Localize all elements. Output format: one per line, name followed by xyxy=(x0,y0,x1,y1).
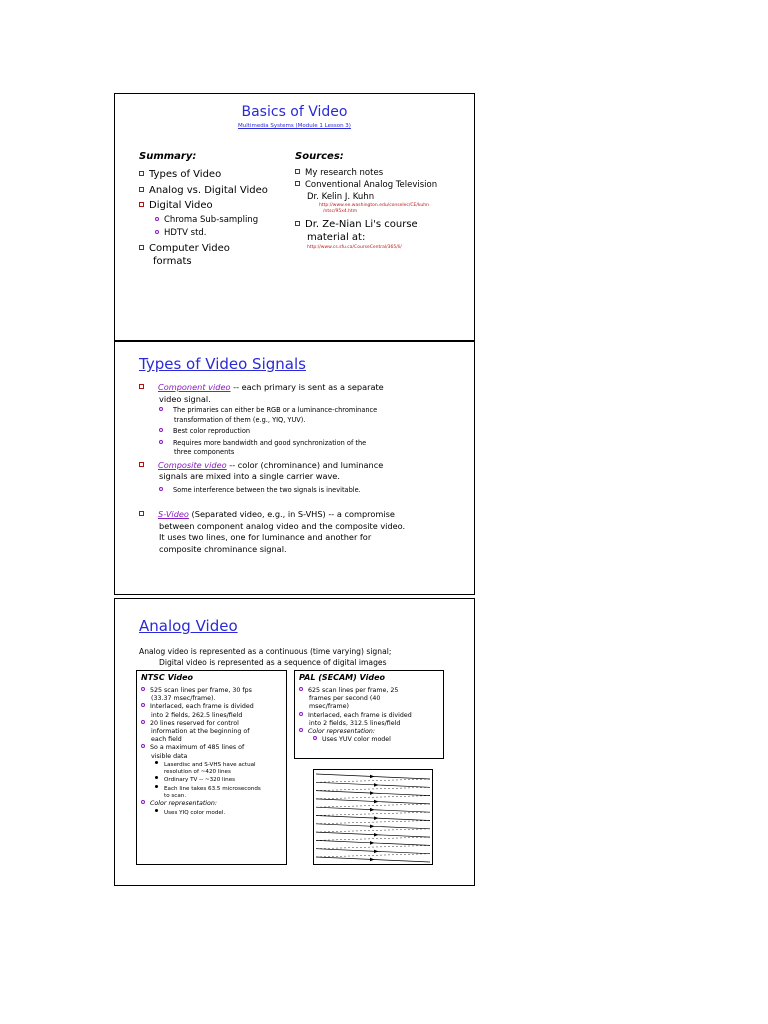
pal-list xyxy=(299,687,442,744)
list-item: Dr. Ze-Nian Li's course xyxy=(295,218,437,231)
list-item: Ordinary TV -- ~320 lines xyxy=(155,776,285,784)
list-item: HDTV std. xyxy=(139,227,268,240)
circle-bullet-icon xyxy=(155,230,159,234)
list-item-continuation: each field xyxy=(151,736,182,744)
list-item: Interlaced, each frame is divided xyxy=(141,703,285,711)
intro-line-1: Analog video is represented as a continuous (time varying) signal; xyxy=(139,647,392,656)
list-item: 525 scan lines per frame, 30 fps xyxy=(141,687,285,695)
list-item-continuation: video signal. xyxy=(159,393,211,404)
list-item-continuation: signals are mixed into a single carrier wave. xyxy=(159,471,340,481)
list-item: S-Video (Separated video, e.g., in S-VHS) -- a compromise xyxy=(139,509,459,521)
intro-line-2: Digital video is represented as a sequence of digital images xyxy=(159,658,387,667)
list-item: Digital Video xyxy=(139,198,268,214)
circle-bullet-icon xyxy=(141,744,145,748)
dot-bullet-icon xyxy=(155,809,158,812)
list-item-continuation: into 2 fields, 262.5 lines/field xyxy=(151,711,243,719)
list-item: Chroma Sub-sampling xyxy=(139,214,268,227)
list-item: 20 lines reserved for control xyxy=(141,720,285,728)
source-link[interactable]: http://www.ee.washington.edu/conselec/CE/kuhn xyxy=(319,203,429,208)
list-item: Uses YIQ color model. xyxy=(141,809,285,817)
list-item: Uses YUV color model xyxy=(299,736,442,744)
list-item: The primaries can either be RGB or a luminance-chrominance xyxy=(159,406,459,416)
list-item-continuation: into 2 fields, 312.5 lines/field xyxy=(309,719,401,727)
list-item-continuation: material at: xyxy=(307,232,366,243)
square-bullet-icon xyxy=(139,384,144,389)
list-item-continuation: (33.37 msec/frame). xyxy=(151,695,216,703)
dot-bullet-icon xyxy=(155,776,158,779)
list-item: Color representation: xyxy=(299,728,442,736)
circle-bullet-icon xyxy=(299,687,303,691)
list-item-continuation: msec/frame) xyxy=(309,703,350,711)
ntsc-box xyxy=(136,670,287,865)
list-item-continuation: information at the beginning of xyxy=(151,728,250,736)
list-item: Component video -- each primary is sent as a separate xyxy=(139,382,459,394)
circle-bullet-icon xyxy=(159,428,163,432)
list-item-continuation: to scan. xyxy=(164,793,187,800)
slide-types-of-video-signals xyxy=(114,341,475,595)
interlaced-scan-diagram xyxy=(313,769,433,865)
list-item: Composite video -- color (chrominance) and luminance xyxy=(139,460,459,472)
list-item-continuation: composite chrominance signal. xyxy=(159,543,287,554)
list-item: Conventional Analog Television xyxy=(295,179,437,191)
list-item-continuation: frames per second (40 xyxy=(309,695,381,703)
list-item: Requires more bandwidth and good synchronization of the xyxy=(159,439,459,449)
circle-bullet-icon xyxy=(299,712,303,716)
list-item: 625 scan lines per frame, 25 xyxy=(299,687,442,695)
list-item: Analog vs. Digital Video xyxy=(139,183,268,199)
slide2-title: Types of Video Signals xyxy=(139,355,306,373)
square-bullet-icon xyxy=(295,181,300,186)
square-bullet-icon xyxy=(139,171,144,176)
circle-bullet-icon xyxy=(299,728,303,732)
summary-heading: Summary: xyxy=(139,151,197,162)
circle-bullet-icon xyxy=(159,407,163,411)
pal-heading: PAL (SECAM) Video xyxy=(299,673,385,682)
circle-bullet-icon xyxy=(155,217,159,221)
list-item-continuation: formats xyxy=(153,255,192,267)
list-item: Laserdisc and S-VHS have actual xyxy=(155,761,285,769)
sources-heading: Sources: xyxy=(295,151,344,162)
list-item: Types of Video xyxy=(139,167,268,183)
ntsc-heading: NTSC Video xyxy=(141,673,194,682)
list-item-continuation: between component analog video and the composite video. xyxy=(159,520,406,531)
list-item-continuation: It uses two lines, one for luminance and another for xyxy=(159,532,372,542)
square-bullet-icon xyxy=(139,462,144,467)
circle-bullet-icon xyxy=(159,487,163,491)
summary-list xyxy=(139,167,268,268)
list-item-continuation: three components xyxy=(174,448,235,456)
square-bullet-icon xyxy=(139,202,144,207)
ntsc-list xyxy=(141,687,285,817)
list-item: So a maximum of 485 lines of xyxy=(141,744,285,752)
list-item: Some interference between the two signals is inevitable. xyxy=(139,486,459,496)
dot-bullet-icon xyxy=(155,785,158,788)
square-bullet-icon xyxy=(295,169,300,174)
source-link[interactable]: /ntsc/95x4.htm xyxy=(323,209,358,214)
circle-bullet-icon xyxy=(159,440,163,444)
square-bullet-icon xyxy=(139,245,144,250)
list-item: Computer Video xyxy=(139,242,268,255)
slide-analog-video xyxy=(114,598,475,886)
square-bullet-icon xyxy=(295,221,300,226)
circle-bullet-icon xyxy=(313,736,317,740)
list-item-continuation: visible data xyxy=(151,752,188,760)
circle-bullet-icon xyxy=(141,800,145,804)
circle-bullet-icon xyxy=(141,687,145,691)
list-item: Best color reproduction xyxy=(159,427,459,437)
slide1-title: Basics of Video xyxy=(241,104,348,120)
slide1-subtitle: Multimedia Systems (Module 1 Lesson 3) xyxy=(238,123,351,129)
list-item: Each line takes 63.5 microseconds xyxy=(155,785,285,793)
scan-diagram-frame xyxy=(314,770,433,865)
sources-list xyxy=(295,167,437,251)
circle-bullet-icon xyxy=(141,703,145,707)
slide3-title: Analog Video xyxy=(139,617,238,635)
pal-box xyxy=(294,670,444,759)
list-item-continuation: resolution of ~420 lines xyxy=(164,769,231,776)
list-item-continuation: transformation of them (e.g., YIQ, YUV). xyxy=(174,415,306,424)
slide2-body xyxy=(139,382,459,555)
square-bullet-icon xyxy=(139,187,144,192)
list-item: Interlaced, each frame is divided xyxy=(299,712,442,720)
source-link[interactable]: http://www.cs.sfu.ca/CourseCentral/365/li/ xyxy=(307,245,402,250)
slide-basics-of-video xyxy=(114,93,475,341)
list-item-continuation: Dr. Kelin J. Kuhn xyxy=(307,192,375,202)
list-item: Color representation: xyxy=(141,800,285,808)
circle-bullet-icon xyxy=(141,720,145,724)
dot-bullet-icon xyxy=(155,761,158,764)
list-item: My research notes xyxy=(295,167,437,179)
square-bullet-icon xyxy=(139,511,144,516)
